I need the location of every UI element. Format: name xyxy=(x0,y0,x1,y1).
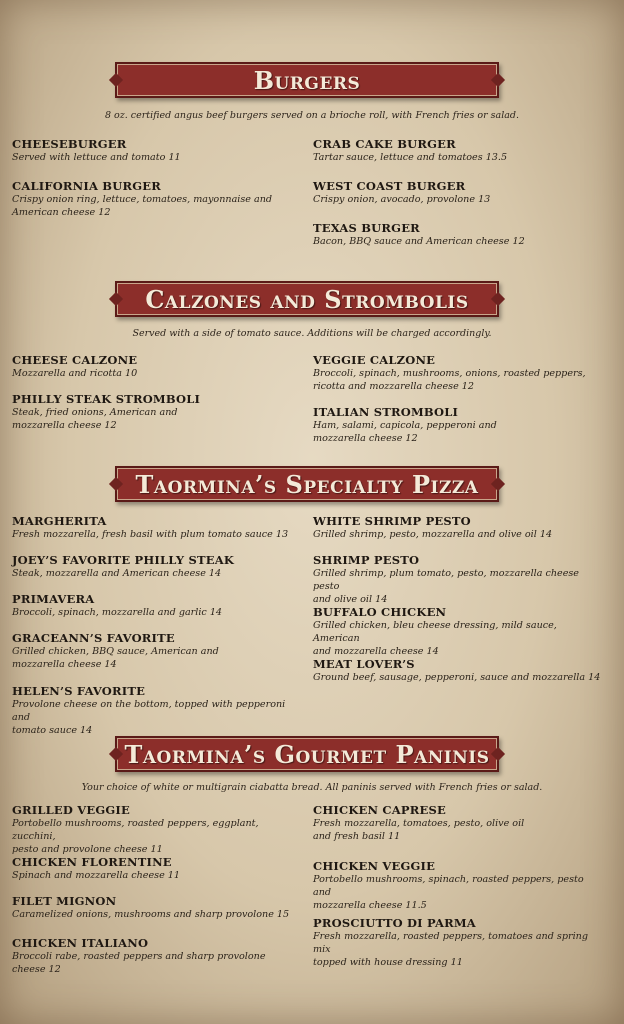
menu-item-chicken-veggie xyxy=(313,859,603,912)
item-description: Spinach and mozzarella cheese 11 xyxy=(12,870,181,881)
menu-item-crab-cake-burger xyxy=(313,137,603,164)
item-description: Fresh mozzarella, tomatoes, pesto, olive oil and fresh basil 11 xyxy=(313,818,525,842)
item-name: TEXAS BURGER xyxy=(313,221,420,235)
item-description: Steak, mozzarella and American cheese 14 xyxy=(12,568,222,579)
item-name: WHITE SHRIMP PESTO xyxy=(313,514,471,528)
menu-item-chicken-caprese xyxy=(313,803,603,843)
section-title: Burgers xyxy=(253,65,361,95)
item-name: VEGGIE CALZONE xyxy=(313,353,436,367)
menu-item-chicken-florentine xyxy=(12,855,302,882)
menu-item-joeys-favorite xyxy=(12,553,302,580)
item-description: Crispy onion, avocado, provolone 13 xyxy=(313,194,491,205)
menu-item-philly-steak-stromboli xyxy=(12,392,302,432)
item-name: PRIMAVERA xyxy=(12,592,95,606)
item-name: WEST COAST BURGER xyxy=(313,179,466,193)
item-description: Served with lettuce and tomato 11 xyxy=(12,152,181,163)
item-name: CHEESEBURGER xyxy=(12,137,127,151)
item-description: Crispy onion ring, lettuce, tomatoes, mayonnaise and American cheese 12 xyxy=(12,194,273,218)
item-description: Caramelized onions, mushrooms and sharp provolone 15 xyxy=(12,909,290,920)
item-name: MEAT LOVER’S xyxy=(313,657,415,671)
menu-item-prosciutto-di-parma xyxy=(313,916,603,969)
section-title: Calzones and Strombolis xyxy=(145,284,469,314)
item-description: Steak, fried onions, American and mozzarella cheese 12 xyxy=(12,407,178,431)
menu-item-meat-lovers xyxy=(313,657,603,684)
item-name: CHICKEN VEGGIE xyxy=(313,859,436,873)
section-banner-burgers xyxy=(115,62,499,98)
menu-item-veggie-calzone xyxy=(313,353,603,393)
item-description: Grilled shrimp, pesto, mozzarella and olive oil 14 xyxy=(313,529,553,540)
menu-item-california-burger xyxy=(12,179,302,219)
item-name: CHICKEN ITALIANO xyxy=(12,936,149,950)
item-name: SHRIMP PESTO xyxy=(313,553,420,567)
section-banner-specialty-pizza xyxy=(115,466,499,502)
item-name: CALIFORNIA BURGER xyxy=(12,179,161,193)
item-description: Ground beef, sausage, pepperoni, sauce and mozzarella 14 xyxy=(313,672,601,683)
item-name: BUFFALO CHICKEN xyxy=(313,605,447,619)
item-name: PHILLY STEAK STROMBOLI xyxy=(12,392,201,406)
item-name: CRAB CAKE BURGER xyxy=(313,137,456,151)
item-description: Grilled chicken, BBQ sauce, American and mozzarella cheese 14 xyxy=(12,646,219,670)
item-name: ITALIAN STROMBOLI xyxy=(313,405,459,419)
menu-item-graceanns-favorite xyxy=(12,631,302,671)
item-description: Broccoli rabe, roasted peppers and sharp provolone cheese 12 xyxy=(12,951,266,975)
menu-item-italian-stromboli xyxy=(313,405,603,445)
item-description: Grilled shrimp, plum tomato, pesto, mozzarella cheese pesto and olive oil 14 xyxy=(313,568,579,605)
menu-item-west-coast-burger xyxy=(313,179,603,206)
item-description: Mozzarella and ricotta 10 xyxy=(12,368,138,379)
section-banner-calzones xyxy=(115,281,499,317)
section-subtitle: Served with a side of tomato sauce. Additions will be charged accordingly. xyxy=(132,328,492,339)
item-description: Ham, salami, capicola, pepperoni and mozzarella cheese 12 xyxy=(313,420,497,444)
menu-item-cheeseburger xyxy=(12,137,302,164)
item-name: GRILLED VEGGIE xyxy=(12,803,130,817)
section-title: Taormina’s Specialty Pizza xyxy=(135,469,479,499)
item-name: CHICKEN FLORENTINE xyxy=(12,855,172,869)
menu-item-texas-burger xyxy=(313,221,603,248)
item-description: Broccoli, spinach, mozzarella and garlic 14 xyxy=(12,607,223,618)
item-description: Tartar sauce, lettuce and tomatoes 13.5 xyxy=(313,152,508,163)
item-name: PROSCIUTTO DI PARMA xyxy=(313,916,476,930)
item-name: GRACEANN’S FAVORITE xyxy=(12,631,175,645)
item-name: HELEN’S FAVORITE xyxy=(12,684,146,698)
menu-item-shrimp-pesto xyxy=(313,553,603,606)
item-description: Fresh mozzarella, fresh basil with plum tomato sauce 13 xyxy=(12,529,289,540)
item-name: CHICKEN CAPRESE xyxy=(313,803,446,817)
item-description: Portobello mushrooms, spinach, roasted peppers, pesto and mozzarella cheese 11.5 xyxy=(313,874,584,911)
menu-item-helens-favorite xyxy=(12,684,302,737)
item-description: Fresh mozzarella, roasted peppers, tomatoes and spring mix topped with house dressing 11 xyxy=(313,931,588,968)
item-name: JOEY’S FAVORITE PHILLY STEAK xyxy=(12,553,235,567)
item-description: Portobello mushrooms, roasted peppers, eggplant, zucchini, pesto and provolone cheese 11 xyxy=(12,818,259,855)
menu-item-cheese-calzone xyxy=(12,353,302,380)
menu-item-primavera xyxy=(12,592,302,619)
item-description: Provolone cheese on the bottom, topped with pepperoni and tomato sauce 14 xyxy=(12,699,286,736)
menu-item-filet-mignon xyxy=(12,894,302,921)
item-description: Grilled chicken, bleu cheese dressing, mild sauce, American and mozzarella cheese 14 xyxy=(313,620,557,657)
item-name: MARGHERITA xyxy=(12,514,107,528)
menu-item-white-shrimp-pesto xyxy=(313,514,603,541)
item-name: FILET MIGNON xyxy=(12,894,117,908)
menu-item-buffalo-chicken xyxy=(313,605,603,658)
section-title: Taormina’s Gourmet Paninis xyxy=(124,739,490,769)
item-description: Bacon, BBQ sauce and American cheese 12 xyxy=(313,236,525,247)
menu-item-chicken-italiano xyxy=(12,936,302,976)
section-banner-paninis xyxy=(115,736,499,772)
menu-item-grilled-veggie xyxy=(12,803,302,856)
item-name: CHEESE CALZONE xyxy=(12,353,138,367)
menu-item-margherita xyxy=(12,514,302,541)
section-subtitle: 8 oz. certified angus beef burgers served on a brioche roll, with French fries or salad. xyxy=(104,110,520,121)
item-description: Broccoli, spinach, mushrooms, onions, roasted peppers, ricotta and mozzarella cheese 12 xyxy=(313,368,586,392)
section-subtitle: Your choice of white or multigrain ciabatta bread. All paninis served with French fries or salad. xyxy=(81,782,543,793)
